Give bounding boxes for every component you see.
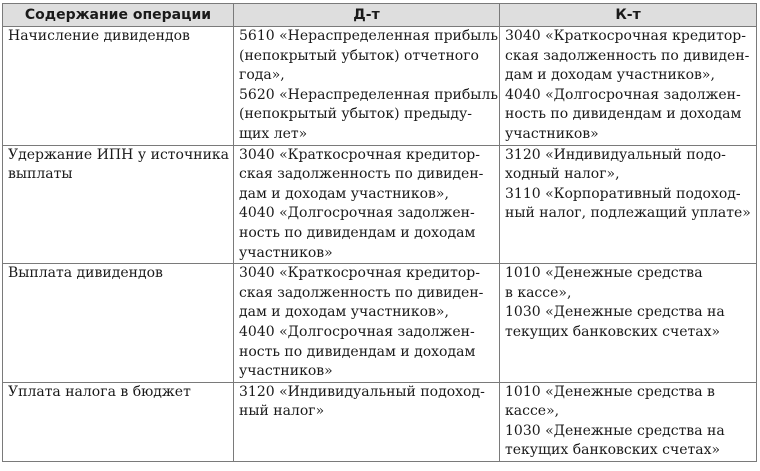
cell-text-line: (непокрытый убыток) отчетного	[239, 47, 479, 64]
cell-text-line: 4040 «Долгосрочная задолжен-	[239, 323, 475, 340]
cell-text-line: 4040 «Долгосрочная задолжен-	[239, 205, 475, 222]
debit-cell	[234, 145, 500, 264]
cell-text-line: ская задолженность по дивиден-	[239, 166, 484, 183]
cell-text-line: 5610 «Нераспределенная прибыль	[239, 28, 498, 44]
table-body	[3, 27, 757, 462]
operation-cell	[3, 145, 234, 264]
table-row	[3, 382, 757, 461]
header-row	[3, 4, 757, 27]
cell-text-line: ходный налог»,	[505, 166, 620, 183]
cell-text-line: 3110 «Корпоративный подоход-	[505, 185, 741, 202]
cell-text-line: ская задолженность по дивиден-	[239, 284, 484, 301]
table-row	[3, 264, 757, 383]
cell-text-line: ность по дивидендам и доходам	[505, 106, 742, 123]
table-row	[3, 145, 757, 264]
cell-text-line: 1010 «Денежные средства	[505, 265, 703, 282]
cell-text-line: 1030 «Денежные средства на	[505, 422, 725, 439]
debit-cell	[234, 382, 500, 461]
cell-text-line: участников»	[505, 125, 599, 142]
operation-cell	[3, 264, 234, 383]
table-row	[3, 27, 757, 146]
credit-cell	[500, 382, 757, 461]
cell-text-line: Удержание ИПН у источника	[8, 146, 229, 163]
operation-cell	[3, 382, 234, 461]
cell-text-line: ный налог, подлежащий уплате»	[505, 205, 751, 222]
cell-text-line: Начисление дивидендов	[8, 28, 190, 44]
cell-text-line: текущих банковских счетах»	[505, 442, 721, 459]
credit-cell	[500, 27, 757, 146]
cell-text-line: ность по дивидендам и доходам	[239, 224, 476, 241]
operations-table	[2, 3, 757, 462]
header-debit: Д-т	[234, 4, 500, 27]
credit-cell	[500, 264, 757, 383]
debit-cell	[234, 27, 500, 146]
table-header	[3, 4, 757, 27]
header-credit: К-т	[500, 4, 757, 27]
cell-text-line: щих лет»	[239, 125, 308, 142]
cell-text-line: года»,	[239, 67, 285, 84]
credit-cell	[500, 145, 757, 264]
cell-text-line: 3040 «Краткосрочная кредитор-	[239, 265, 480, 282]
cell-text-line: дам и доходам участников»,	[505, 67, 715, 84]
cell-text-line: 3040 «Краткосрочная кредитор-	[505, 28, 746, 44]
cell-text-line: 1010 «Денежные средства в	[505, 383, 715, 400]
cell-text-line: участников»	[239, 244, 333, 261]
cell-text-line: Уплата налога в бюджет	[8, 383, 191, 400]
cell-text-line: 3120 «Индивидуальный подо-	[505, 146, 726, 163]
cell-text-line: 1030 «Денежные средства на	[505, 304, 725, 321]
cell-text-line: дам и доходам участников»,	[239, 185, 449, 202]
cell-text-line: 5620 «Нераспределенная прибыль	[239, 86, 498, 103]
cell-text-line: кассе»,	[505, 403, 560, 420]
header-operation: Содержание операции	[3, 4, 234, 27]
cell-text-line: (непокрытый убыток) предыду-	[239, 106, 472, 123]
cell-text-line: Выплата дивидендов	[8, 265, 163, 282]
cell-text-line: текущих банковских счетах»	[505, 323, 721, 340]
cell-text-line: ность по дивидендам и доходам	[239, 343, 476, 360]
cell-text-line: 3120 «Индивидуальный подоход-	[239, 383, 485, 400]
cell-text-line: в кассе»,	[505, 284, 572, 301]
cell-text-line: ный налог»	[239, 403, 325, 420]
operation-cell	[3, 27, 234, 146]
cell-text-line: ская задолженность по дивиден-	[505, 47, 750, 64]
cell-text-line: дам и доходам участников»,	[239, 304, 449, 321]
cell-text-line: выплаты	[8, 166, 73, 183]
cell-text-line: 4040 «Долгосрочная задолжен-	[505, 86, 741, 103]
cell-text-line: участников»	[239, 363, 333, 380]
cell-text-line: 3040 «Краткосрочная кредитор-	[239, 146, 480, 163]
debit-cell	[234, 264, 500, 383]
